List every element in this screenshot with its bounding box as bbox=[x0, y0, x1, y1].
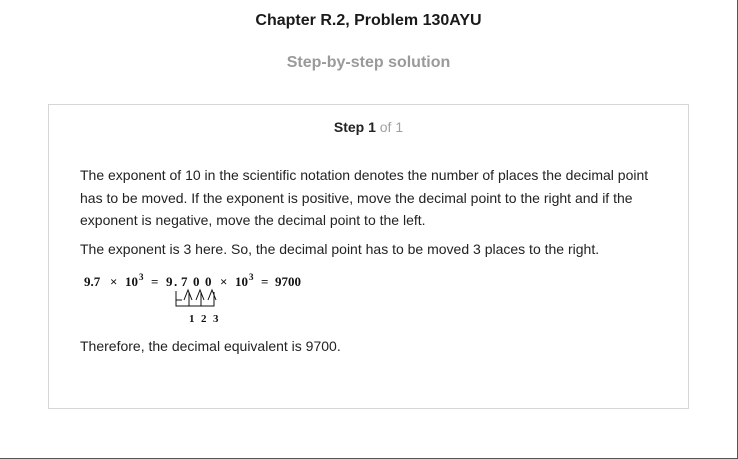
eq-mid-digit-9: 9 bbox=[166, 274, 173, 289]
arrow-2 bbox=[196, 290, 204, 300]
eq-result: 9700 bbox=[275, 274, 301, 289]
eq-exp-2: 3 bbox=[249, 272, 254, 282]
eq-mid-digit-0b: 0 bbox=[205, 274, 212, 289]
eq-lhs-base: 9.7 bbox=[84, 274, 101, 289]
step-label: Step 1 bbox=[333, 119, 376, 135]
eq-mid-digit-0a: 0 bbox=[193, 274, 200, 289]
step-header bbox=[49, 119, 688, 135]
eq-times-2: × bbox=[220, 274, 228, 289]
eq-equals-1: = bbox=[151, 274, 159, 289]
arrow-1 bbox=[184, 290, 192, 300]
explanation-paragraph: The exponent of 10 in the scientific notation denotes the number of places the decimal point has to be moved. If the exponent is positive, move the decimal point to the right and if the exponent is negative, move the decimal point to the left. bbox=[80, 167, 649, 228]
decimal-shift-arrows bbox=[176, 290, 216, 306]
solution-card bbox=[48, 104, 689, 409]
eq-ten-2: 10 bbox=[235, 274, 248, 289]
solution-subtitle: Step-by-step solution bbox=[286, 54, 451, 71]
eq-exp-1: 3 bbox=[139, 272, 144, 282]
step-count: of 1 bbox=[379, 119, 404, 135]
arrow-3 bbox=[208, 290, 216, 300]
decimal-shift-equation bbox=[82, 268, 332, 328]
eq-mid-digit-7: 7 bbox=[181, 274, 188, 289]
conclusion-paragraph: Therefore, the decimal equivalent is 9700. bbox=[80, 338, 341, 354]
eq-ten-1: 10 bbox=[125, 274, 138, 289]
eq-equals-2: = bbox=[261, 274, 269, 289]
eq-times-1: × bbox=[110, 274, 118, 289]
eq-mid-point: . bbox=[174, 274, 178, 289]
exponent-paragraph: The exponent is 3 here. So, the decimal point has to be moved 3 places to the right. bbox=[80, 241, 600, 257]
step-number-1: 1 bbox=[189, 313, 195, 325]
step-number-3: 3 bbox=[213, 313, 219, 325]
step-number-2: 2 bbox=[201, 313, 207, 325]
problem-title: Chapter R.2, Problem 130AYU bbox=[255, 12, 482, 29]
